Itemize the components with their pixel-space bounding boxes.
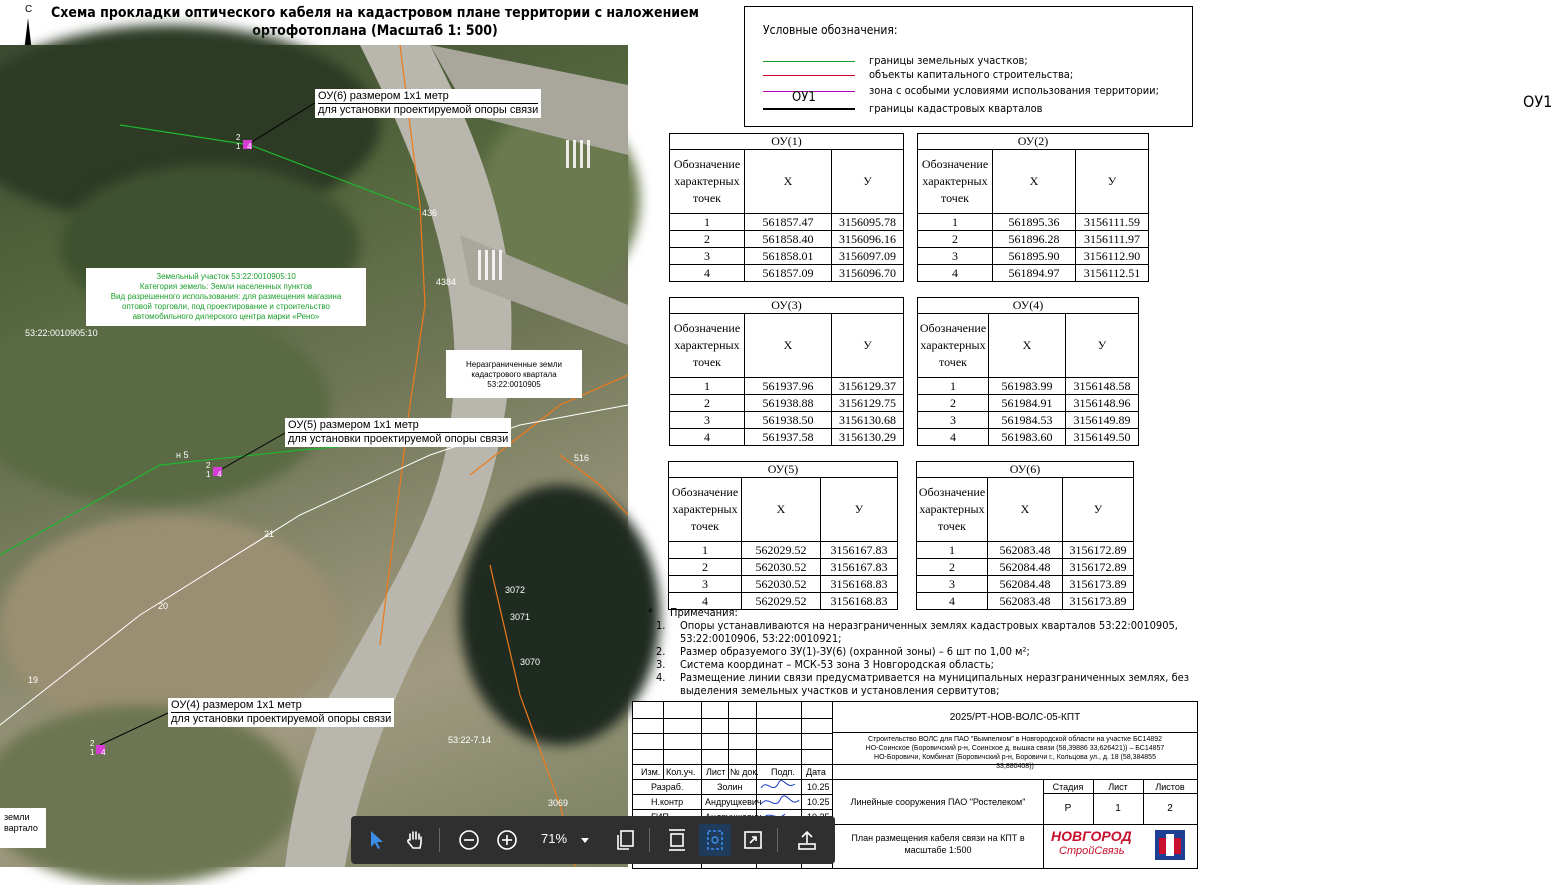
note-4: Размещение линии связи предусматривается на муниципальных неразграниченных землях, без	[680, 671, 1190, 684]
zoom-level[interactable]: 71%	[541, 831, 568, 846]
legend-item-quarters: границы кадастровых кварталов	[763, 102, 1042, 115]
table-ou6: ОУ(6) Обозначение характерных точек Х У 1 562083.48 3156172.89 2 562084.48 3156172.89 3 562084.48 3156173.89 4 562083.48 3156173.89	[916, 461, 1134, 610]
chevron-down-icon	[580, 836, 590, 844]
stamp-stage-header: Стадия	[1052, 782, 1084, 792]
unmarked-land-label: Неразграниченные земли кадастрового квартала 53:22:0010905	[446, 350, 582, 398]
stamp-role-normcontrol: Н.контр	[651, 797, 684, 807]
stamp-plan-title: План размещения кабеля связи на КПТ в масштабе 1:500	[851, 833, 1025, 855]
callout-ou4: ОУ(4) размером 1х1 метр для установки проектируемой опоры связи	[168, 698, 394, 727]
copy-pages-icon	[615, 829, 635, 851]
fit-page-icon	[705, 829, 725, 851]
legend-item-buildings: объекты капитального строительства;	[763, 68, 1073, 81]
stamp-name-developer: Золин	[717, 782, 743, 792]
legend	[744, 6, 1552, 127]
boundary-label-3070: 3070	[520, 657, 541, 667]
title-block: Изм. Кол.уч. Лист № док. Подп. Дата Разраб. Золин 10.25 Н.контр Андрущкевич 10.25 2025/РТ-НОВ-ВОЛС-05-КПТ Строительство ВОЛС для ПАО "Вымпелком" в Новгородской области на участке БС14892 НО-Соинское (Боровичский р-н, Соинское д, вышка связи (58,39886 33,626421)) – БС14857 НО-Боровичи, Комбинат (Боровичский р-н, Боровичи г., Кольцова ул., д. 18 (58,384855 33,880408)) Линейные сооружения ПАО "Ростелеком" Стадия Лист Листов Р 1 2 План размещения кабеля связи на КПТ в масштабе 1:500 НОВГОРОД СтройСвязь	[632, 701, 1198, 869]
red-line-icon	[763, 75, 855, 76]
select-tool-button[interactable]	[361, 824, 393, 856]
stamp-sheets: 2	[1167, 803, 1173, 814]
boundary-label-436: 436	[422, 208, 438, 218]
legend-item-zone: зона с особыми условиями использования территории;	[763, 84, 1159, 97]
callout-ou5: ОУ(5) размером 1х1 метр для установки проектируемой опоры связи	[285, 418, 511, 447]
parcel-id-label: 53:22:0010905:10	[25, 328, 98, 338]
stamp-object: Линейные сооружения ПАО "Ростелеком"	[850, 797, 1026, 807]
stamp-project: Строительство ВОЛС для ПАО "Вымпелком" в Новгородской области на участке БС14892 НО-Соинское (Боровичский р-н, Соинское д, вышка связи (58,39886 33,626421)) – БС14857 НО-Боровичи, Комбинат (Боровичский р-н, Боровичи г., Кольцова ул., д. 18 (58,384855 33,880408))	[865, 736, 1165, 770]
legend-header: Условные обозначения:	[763, 23, 898, 37]
title-line-1: Схема прокладки оптического кабеля на кадастровом плане территории с наложением	[51, 5, 699, 21]
point-label-n5: н 5	[176, 450, 189, 460]
note-1: Опоры устанавливаются на неразграниченных землях кадастровых кварталов 53:22:0010905,	[680, 619, 1178, 632]
fit-height-icon	[667, 828, 687, 852]
boundary-label-3072: 3072	[505, 585, 526, 595]
table-ou2: ОУ(2) Обозначение характерных точек Х У 1 561895.36 3156111.59 2 561896.28 3156111.97 3 561895.90 3156112.90 4 561894.97 3156112.51	[917, 133, 1149, 282]
zoom-in-button[interactable]	[491, 824, 523, 856]
table-ou1: ОУ(1) Обозначение характерных точек Х У 1 561857.47 3156095.78 2 561858.40 3156096.16 3 561858.01 3156097.09 4 561857.09 3156096.70	[669, 133, 904, 282]
stamp-sheet: 1	[1115, 803, 1121, 814]
table-ou4: ОУ(4) Обозначение характерных точек Х У 1 561983.99 3156148.58 2 561984.91 3156148.96 3 561984.53 3156149.89 4 561983.60 3156149.50	[917, 297, 1139, 446]
legend-item-parcel: границы земельных участков;	[763, 54, 1028, 67]
orthophoto-map[interactable]	[0, 45, 628, 867]
notes-star: *	[648, 606, 653, 619]
legend-ou1-sample: ОУ1	[792, 90, 816, 105]
point-numbers-ou6: 2 1 4	[236, 133, 252, 151]
fit-height-button[interactable]	[661, 824, 693, 856]
zoom-dropdown-button[interactable]	[569, 824, 601, 856]
fit-page-button[interactable]	[699, 824, 731, 856]
stamp-stage: Р	[1064, 803, 1072, 814]
line-label-19: 19	[28, 675, 39, 685]
note-3: Система координат – МСК-53 зона 3 Новгородская область;	[680, 658, 994, 671]
title-line-2: ортофотоплана (Масштаб 1: 500)	[252, 23, 498, 39]
stamp-sheets-header: Листов	[1155, 782, 1185, 792]
logo-emblem-icon	[1155, 830, 1185, 860]
table-ou3: ОУ(3) Обозначение характерных точек Х У 1 561937.96 3156129.37 2 561938.88 3156129.75 3 561938.50 3156130.68 4 561937.58 3156130.29	[669, 297, 904, 446]
land-plot-label: Земельный участок 53:22:0010905:10 Категория земель: Земли населенных пунктов Вид разрешенного использования: для размещения магазина оптовой торговли, под проектирование и строительство автомобильного дилерского центра марки «Рено»	[86, 268, 366, 326]
line-label-20: 20	[158, 601, 169, 611]
notes-block: * Примечания: 1. Опоры устанавливаются на неразграниченных землях кадастровых кварталов 53:22:0010905, 53:22:0010906, 53:22:0010921; 2. Размер образуемого ЗУ(1)-ЗУ(6) (охранной зоны) – 6 шт по 1,00 м²; 3. Система координат – МСК-53 зона 3 Новгородская область; 4. Размещение линии связи предусматривается на муниципальных неразграниченных землях, без выделения земельных участков и установления сервитутов;	[648, 606, 1190, 697]
boundary-label-4384: 4384	[436, 277, 457, 287]
stamp-role-developer: Разраб.	[651, 782, 684, 792]
hand-tool-button[interactable]	[399, 824, 431, 856]
zoom-out-button[interactable]	[453, 824, 485, 856]
pages-button[interactable]	[609, 824, 641, 856]
company-logo: НОВГОРОД СтройСвязь	[1051, 828, 1191, 864]
point-numbers-ou4: 2 1 4	[90, 739, 106, 757]
note-2: Размер образуемого ЗУ(1)-ЗУ(6) (охранной зоны) – 6 шт по 1,00 м²;	[680, 645, 1030, 658]
boundary-label-3071: 3071	[510, 612, 531, 622]
corner-label: земли вартало	[0, 808, 46, 848]
notes-heading: Примечания:	[670, 606, 738, 619]
green-line-icon	[763, 61, 855, 62]
stamp-code: 2025/РТ-НОВ-ВОЛС-05-КПТ	[949, 712, 1081, 723]
cursor-icon	[368, 830, 386, 850]
line-label-21: 21	[264, 529, 275, 539]
upload-icon	[796, 829, 818, 851]
callout-ou6: ОУ(6) размером 1х1 метр для установки проектируемой опоры связи	[315, 89, 541, 118]
upload-button[interactable]	[791, 824, 823, 856]
table-ou5: ОУ(5) Обозначение характерных точек Х У 1 562029.52 3156167.83 2 562030.52 3156167.83 3 562030.52 3156168.83 4 562029.52 3156168.83	[668, 461, 898, 610]
legend-ou1-box: ОУ1	[1523, 92, 1552, 111]
zoom-in-icon	[496, 829, 518, 851]
viewer-toolbar	[351, 816, 835, 864]
stamp-name-normcontrol: Андрущкевич	[705, 797, 762, 807]
expand-icon	[743, 830, 763, 850]
zone-label: 53:22-7.14	[448, 735, 492, 745]
black-line-icon	[763, 108, 855, 110]
stamp-sheet-header: Лист	[1108, 782, 1128, 792]
hand-icon	[404, 829, 426, 851]
zoom-out-icon	[458, 829, 480, 851]
boundary-label-516: 516	[574, 453, 590, 463]
boundary-label-3069: 3069	[548, 798, 569, 808]
compass-north: С	[25, 4, 33, 15]
fullscreen-button[interactable]	[737, 824, 769, 856]
point-numbers-ou5: 2 1 4	[206, 461, 222, 479]
